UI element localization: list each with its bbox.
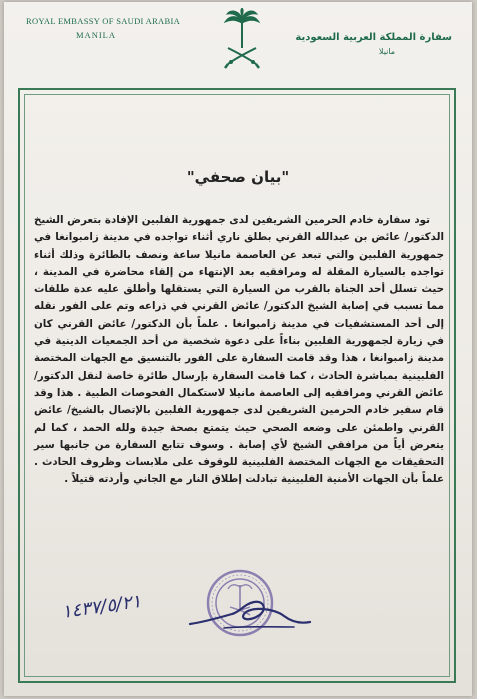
- city-name-arabic: مانيلا: [378, 47, 396, 56]
- city-name-english: MANILA: [76, 30, 116, 40]
- body-paragraph: تود سفارة خادم الحرمين الشريفين لدى جمهورية الفلبين الإفادة بتعرض الشيخ الدكتور/ عائض بن عبدالله القرني بطلق ناري أثناء تواجده في مدينة زامبوانغا في جمهورية الفلبين والتي تبعد عن العاصمة مانيلا ساعة ونصف بالطائرة وذلك أثناء تواجده بالسيارة المقلة له ومرافقيه بعد الإنتهاء من إلقاء محاضرة في المدينة ، حيث تسلل أحد الجناة بالقرب من السيارة التي يستقلها وأطلق عليه عدة طلقات مما تسبب في إصابة الشيخ الدكتور/ عائض القرني في ذراعه وتم على الفور نقله إلى أحد المستشفيات في مدينة زامبوانغا . علماً بأن الدكتور/ عائض القرني كان في زيارة لجمهورية الفلبين بناءاً على دعوة شخصية من أحد الجمعيات الدينية في مدينة زامبوانغا ، هذا وقد قامت السفارة على الفور بالتنسيق مع الجهات المختصة الفلبينية بمباشرة الحادث ، كما قامت السفارة بإرسال طائرة خاصة لنقل الدكتور/ عائض القرني ومرافقيه إلى العاصمة مانيلا لاستكمال الفحوصات الطبية . هذا وقد قام سفير خادم الحرمين الشريفين لدى جمهورية الفلبين بالإتصال بالشيخ/ عائض القرني واطمئن على وضعه الصحي حيث يتمتع بصحة جيدة ولله الحمد ، كما لم يتعرض أياً من مرافقي الشيخ لأي إصابة . وسوف تتابع السفارة من جانبها سير التحقيقات مع الجهات المختصة الفلبينية للوقوف على ملابسات وظروف الحادث . علماً بأن الجهات الأمنية الفلبينية تبادلت إطلاق النار مع الجاني وأردته قتيلاً .: [34, 214, 444, 486]
- handwritten-date: ١٤٣٧/٥/٢١: [60, 590, 143, 623]
- letterhead-arabic: [295, 32, 452, 56]
- document-title: "بيان صحفي": [186, 168, 290, 186]
- saudi-emblem-icon: [222, 8, 262, 74]
- embassy-name-english: ROYAL EMBASSY OF SAUDI ARABIA: [26, 16, 181, 26]
- embassy-name-arabic: سفارة المملكة العربية السعودية: [295, 32, 452, 43]
- signature-icon: [184, 594, 314, 634]
- letterhead-english: [26, 16, 181, 40]
- press-statement-body: [34, 212, 444, 592]
- letter-sheet: [4, 2, 472, 696]
